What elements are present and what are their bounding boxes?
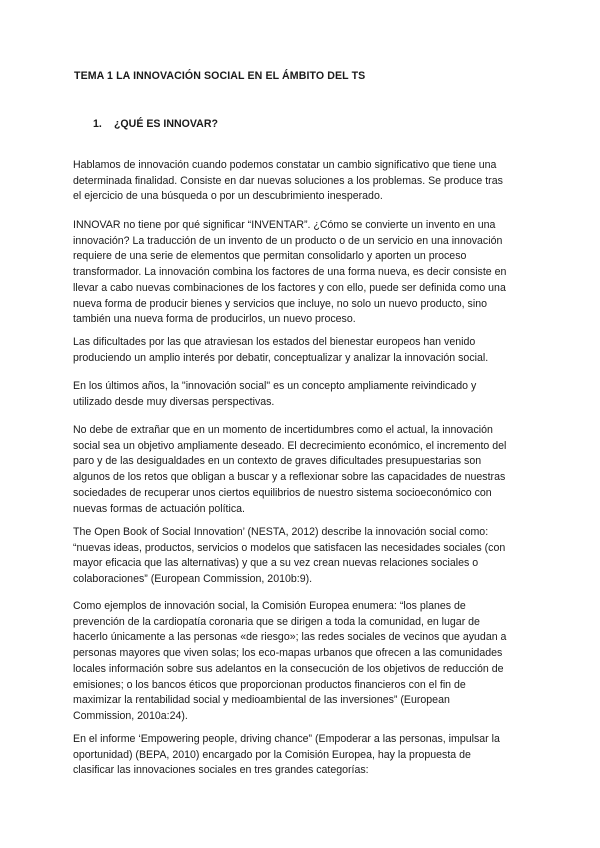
text-line: personas mayores que viven solas; los eco-mapas urbanos que ofrecen a las comunidades (73, 647, 503, 660)
text-line: “nuevas ideas, productos, servicios o modelos que satisfacen las necesidades sociales (con (73, 541, 506, 554)
section-number: 1. (93, 118, 102, 130)
text-line: Hablamos de innovación cuando podemos constatar un cambio significativo que tiene una (73, 159, 497, 171)
paragraph-open-book (73, 525, 533, 588)
text-line: social sea un objetivo ampliamente deseado. El decrecimiento económico, el incremento del (73, 439, 507, 452)
text-line: también una nueva forma de producirlos, un nuevo proceso. (73, 313, 356, 326)
text-line: paro y de las desigualdades en un contexto de graves dificultades presupuestarias son (73, 455, 482, 468)
text-line: prevención de la cardiopatía coronaria que se dirigen a toda la comunidad, en lugar de (73, 615, 480, 628)
paragraph-dificultades (73, 335, 533, 366)
text-line: oportunidad) (BEPA, 2010) encargado por la Comisión Europea, hay la propuesta de (73, 748, 471, 761)
text-line: En el informe ‘Empowering people, driving chance” (Empoderar a las personas, impulsar la (73, 733, 500, 745)
section-heading (93, 118, 218, 130)
text-line: clasificar las innovaciones sociales en tres grandes categorías: (73, 764, 369, 777)
text-line: The Open Book of Social Innovation’ (NESTA, 2012) describe la innovación social como: (73, 526, 489, 538)
text-line: nueva forma de producir bienes y servicios que incluye, no solo un nuevo producto, sino (73, 297, 487, 310)
text-line: requiere de una serie de elementos que permitan consolidarlo y aporten un proceso (73, 250, 467, 263)
document-title: TEMA 1 LA INNOVACIÓN SOCIAL EN EL ÁMBITO DEL TS (74, 70, 366, 82)
paragraph-innovar (73, 218, 533, 328)
text-line: determinada finalidad. Consiste en dar nuevas soluciones a los problemas. Se produce tras (73, 174, 503, 187)
text-line: llevar a cabo nuevas combinaciones de los factores y con ello, puede ser definida como una (73, 281, 506, 294)
text-line: colaboraciones” (European Commission, 2010b:9). (73, 573, 313, 586)
paragraph-definition (73, 158, 533, 205)
text-line: transformador. La innovación combina los factores de una forma nueva, es decir consiste en (73, 266, 507, 279)
text-line: Las dificultades por las que atraviesan los estados del bienestar europeos han venido (73, 336, 476, 348)
text-line: En los últimos años, la "innovación social" es un concepto ampliamente reivindicado y (73, 380, 477, 392)
section-heading-text: ¿QUÉ ES INNOVAR? (113, 118, 218, 130)
text-line: No debe de extrañar que en un momento de incertidumbres como el actual, la innovación (73, 424, 493, 436)
text-line: utilizado desde muy diversas perspectivas. (73, 395, 275, 408)
text-line: Commission, 2010a:24). (73, 709, 188, 722)
text-line: emisiones; o los bancos éticos que proporcionan productos financieros con el fin de (73, 678, 466, 691)
text-line: INNOVAR no tiene por qué significar “INVENTAR”. ¿Cómo se convierte un invento en una (73, 219, 496, 231)
paragraph-ultimos-anos (73, 379, 533, 410)
text-line: el ejercicio de una búsqueda o por un descubrimiento inesperado. (73, 190, 383, 203)
text-line: nuevas formas de actuación política. (73, 502, 245, 515)
paragraph-incertidumbres (73, 423, 533, 517)
text-line: mayor eficacia que las alternativas) y que a su vez crean nuevas relaciones sociales o (73, 557, 479, 570)
text-line: sociedades de recuperar unos ciertos equilibrios de nuestro sistema socioeconómico con (73, 486, 492, 499)
text-line: hacerlo únicamente a las personas «de riesgo»; las redes sociales de vecinos que ayudan a (73, 631, 507, 644)
paragraph-informe (73, 732, 533, 779)
paragraph-ejemplos (73, 599, 533, 725)
text-line: produciendo un amplio interés por debatir, conceptualizar y analizar la innovación social. (73, 351, 489, 364)
text-line: maximizar la rentabilidad social y medioambiental de las inversiones” (European (73, 694, 450, 707)
text-line: algunos de los retos que obligan a buscar y a reflexionar sobre las capacidades de nuestras (73, 471, 506, 484)
text-line: locales información sobre sus adelantos en la consecución de los objetivos de reducción de (73, 662, 504, 675)
text-line: Como ejemplos de innovación social, la Comisión Europea enumera: “los planes de (73, 600, 466, 612)
text-line: innovación? La traducción de un invento de un producto o de un servicio en una innovación (73, 234, 503, 247)
